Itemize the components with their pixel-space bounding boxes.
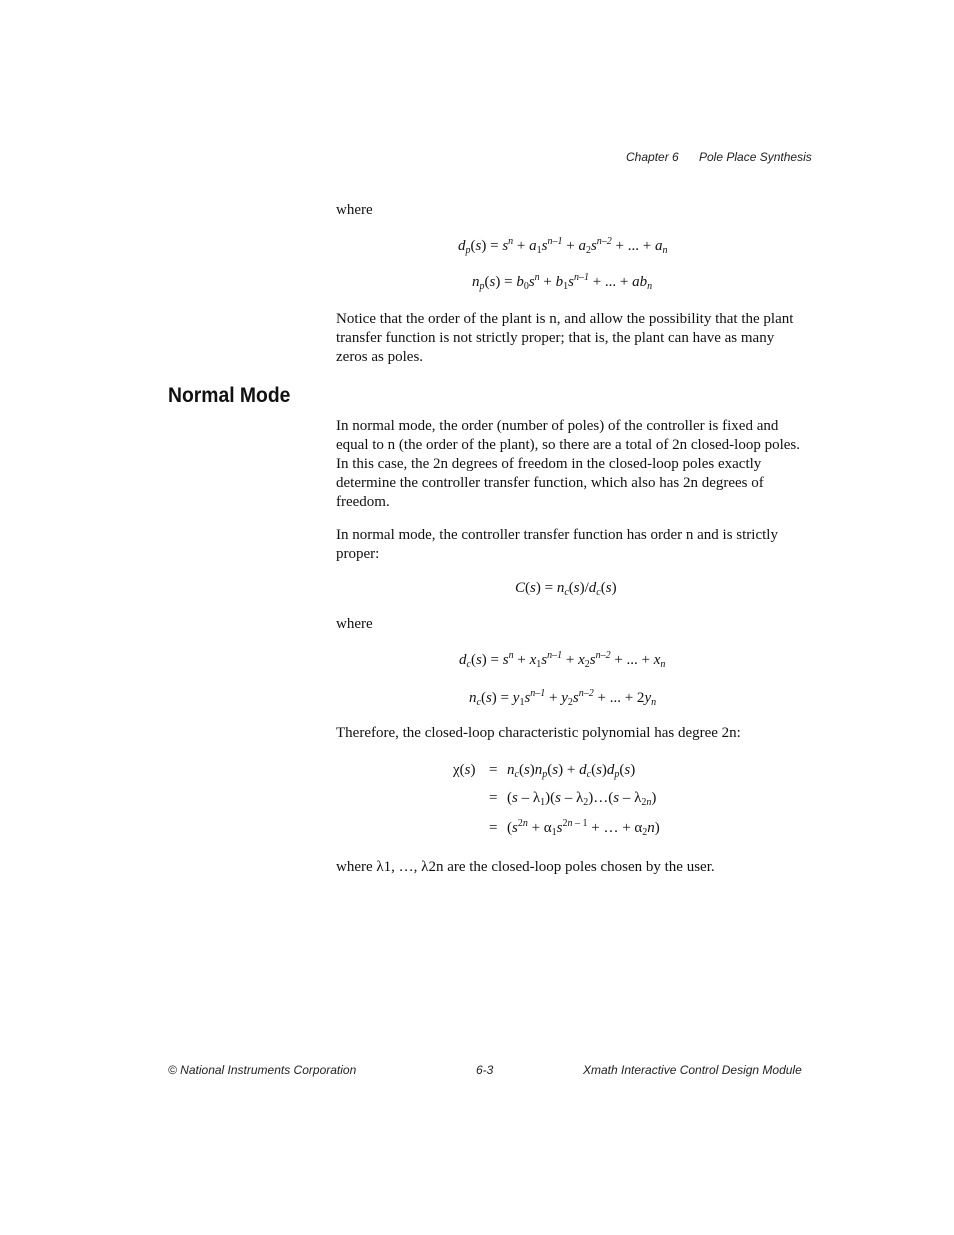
therefore-paragraph: Therefore, the closed-loop characteristic polynomial has degree 2n: xyxy=(336,725,741,741)
where-text-1: where xyxy=(336,202,373,218)
footer-page-number: 6-3 xyxy=(476,1063,494,1077)
footer-copyright: © National Instruments Corporation xyxy=(168,1063,357,1077)
where-text-2: where xyxy=(336,616,373,632)
header-chapter: Chapter 6 xyxy=(626,150,679,164)
equation-nc: $n_c(s) = y_1s^{n-1} + y_2s^{n-2}$ + ... + $2y_n$ xyxy=(469,688,657,708)
equation-controller: $C(s) = n_c(s)/d_c(s)$ xyxy=(515,580,617,598)
footer-product-name: Xmath Interactive Control Design Module xyxy=(583,1063,802,1077)
final-paragraph: where λ1, …, λ2n are the closed-loop poles chosen by the user. xyxy=(336,859,715,875)
normal-mode-paragraph-1: In normal mode, the order (number of poles) of the controller is fixed and equal to n (the order of the plant), so there are a total of 2n closed-loop poles. In this case, the 2n degrees of freedom in the closed-loop poles exactly determine the controller transfer function, which also has 2n degrees of freedom. xyxy=(336,418,801,510)
equation-np: $n_p(s) = b_0s^n + b_1s^{n-1}$ + ... + $ab_n$ xyxy=(472,272,653,292)
notice-paragraph: Notice that the order of the plant is n, and allow the possibility that the plant transfer function is not strictly proper; that is, the plant can have as many zeros as poles. xyxy=(336,311,794,365)
header-title: Pole Place Synthesis xyxy=(699,150,812,164)
equation-dp: $d_p(s) = s^n + a_1s^{n-1} + a_2s^{n-2}$ + ... + $a_n$ xyxy=(458,236,668,256)
section-title: Normal Mode xyxy=(168,384,291,407)
equation-dc: $d_c(s) = s^n + x_1s^{n-1} + x_2s^{n-2}$ + ... + $x_n$ xyxy=(459,650,666,670)
normal-mode-paragraph-2: In normal mode, the controller transfer function has order n and is strictly proper: xyxy=(336,527,778,562)
